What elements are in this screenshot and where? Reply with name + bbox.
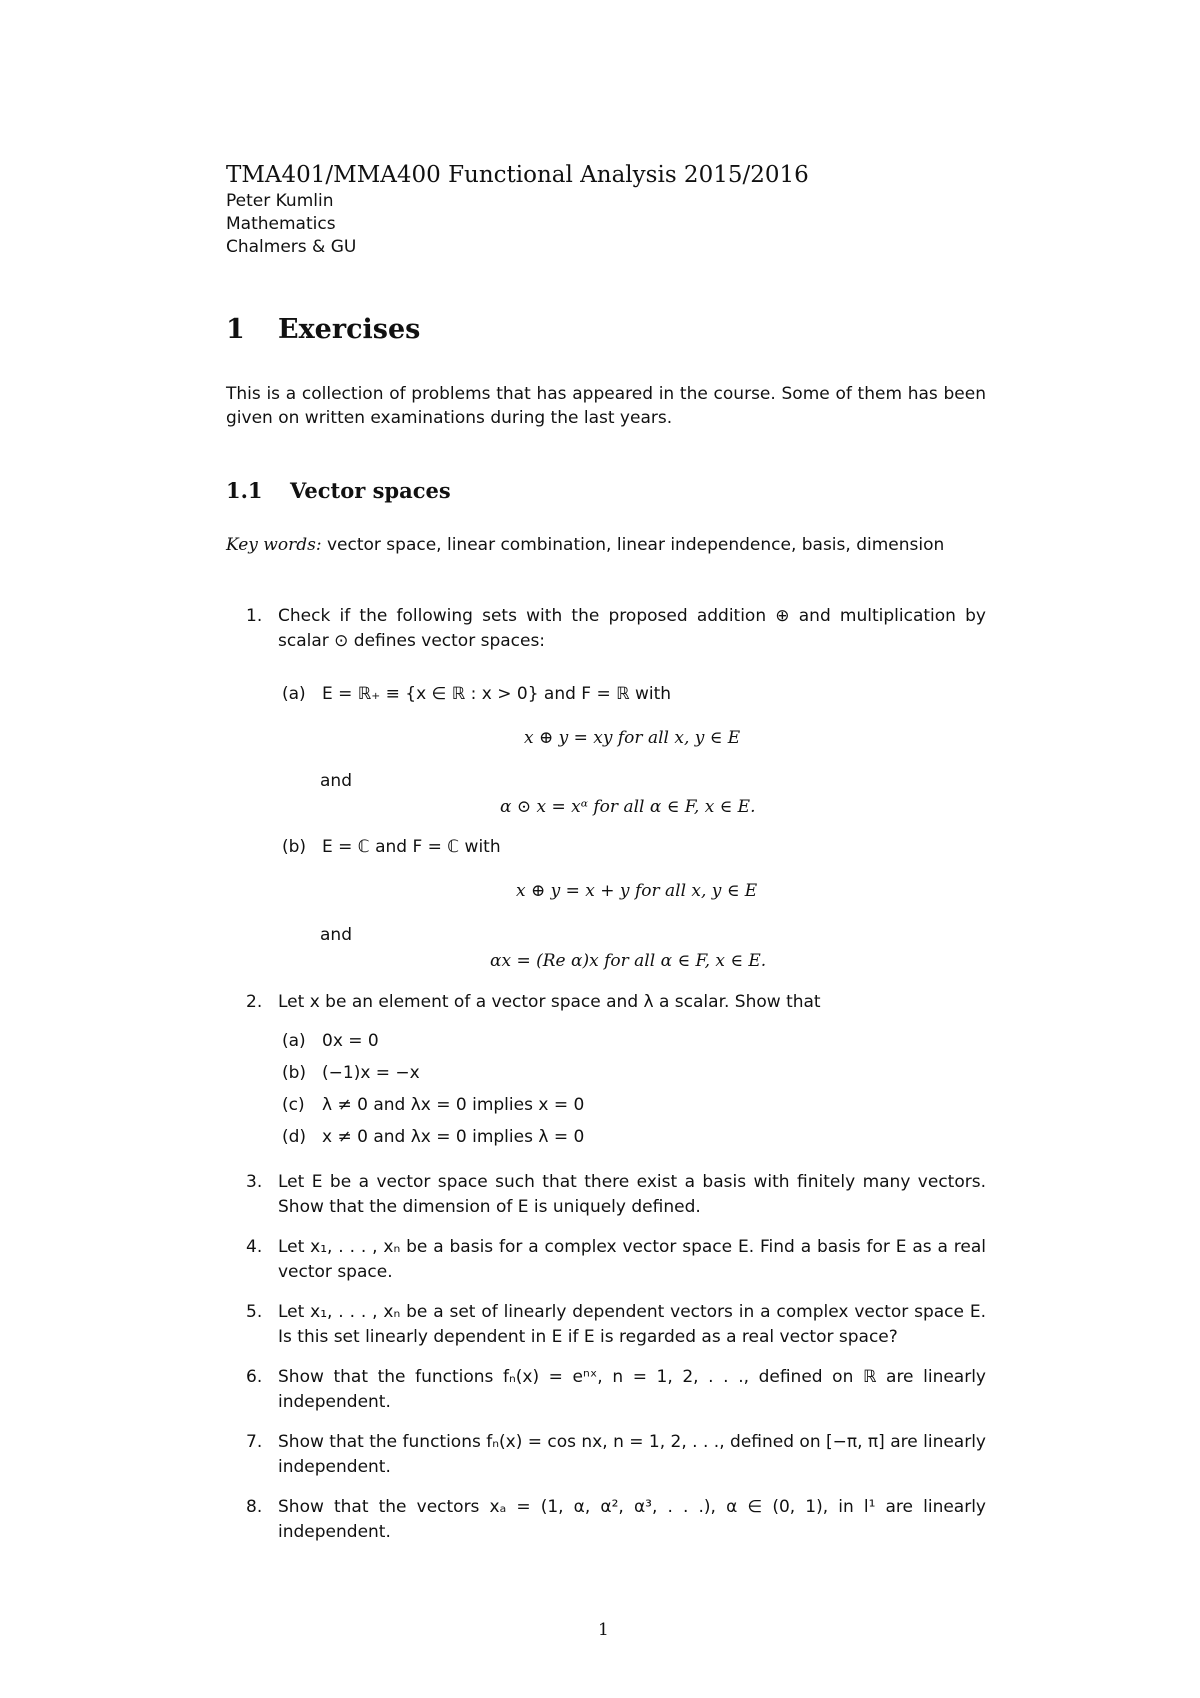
keywords-text: vector space, linear combination, linear independence, basis, dimension [321,535,945,555]
document-header [226,160,809,259]
sub-text: E = ℂ and F = ℂ with [322,837,501,857]
exercise-number: 3. [246,1172,263,1192]
exercise-number: 2. [246,992,263,1012]
exercise-1 [246,604,986,654]
exercise-number: 7. [246,1432,263,1452]
keywords-label: Key words: [226,535,322,555]
exercise-number: 1. [246,606,263,626]
author: Peter Kumlin [226,191,334,211]
section-title: Exercises [278,314,421,345]
department: Mathematics [226,214,336,234]
keywords-line [226,535,944,555]
sub-label: (b) [282,837,307,857]
exercise-8 [246,1495,986,1545]
sub-label: (a) [282,1031,306,1051]
exercise-4 [246,1235,986,1285]
exercise-text: Show that the functions fₙ(x) = eⁿˣ, n = 1, 2, . . ., defined on ℝ are linearly independent. [278,1367,986,1412]
exercise-2a [282,1031,379,1051]
intro-paragraph: This is a collection of problems that has appeared in the course. Some of them has been given on written examinations during the last years. [226,384,986,428]
equation: x ⊕ y = x + y for all x, y ∈ E [516,881,758,901]
institution: Chalmers & GU [226,237,357,257]
exercise-6 [246,1365,986,1415]
exercise-text: Show that the functions fₙ(x) = cos nx, n = 1, 2, . . ., defined on [−π, π] are linearly independent. [278,1432,986,1477]
exercise-2b [282,1063,420,1083]
section-number: 1 [226,314,245,345]
exercise-text: Let x₁, . . . , xₙ be a set of linearly dependent vectors in a complex vector space E. Is this set linearly dependent in E if E is regarded as a real vector space? [278,1302,986,1347]
sub-label: (b) [282,1063,307,1083]
exercise-7 [246,1430,986,1480]
sub-label: (d) [282,1127,307,1147]
exercise-5 [246,1300,986,1350]
equation: x ⊕ y = xy for all x, y ∈ E [524,728,741,748]
exercise-1a [282,684,671,704]
exercise-text: Check if the following sets with the proposed addition ⊕ and multiplication by scalar ⊙ defines vector spaces: [278,606,986,651]
exercise-number: 5. [246,1302,263,1322]
and-text: and [320,771,352,791]
sub-label: (a) [282,684,306,704]
section-heading [226,314,420,345]
page-number: 1 [598,1620,609,1640]
exercise-2 [246,990,986,1015]
exercise-text: Let E be a vector space such that there exist a basis with finitely many vectors. Show that the dimension of E is uniquely defined. [278,1172,986,1217]
exercise-number: 8. [246,1497,263,1517]
exercise-2c [282,1095,584,1115]
subsection-title: Vector spaces [290,478,451,503]
exercise-text: Let x be an element of a vector space and λ a scalar. Show that [278,992,821,1012]
sub-text: λ ≠ 0 and λx = 0 implies x = 0 [322,1095,585,1115]
exercise-number: 4. [246,1237,263,1257]
subsection-number: 1.1 [226,478,263,503]
sub-text: 0x = 0 [322,1031,379,1051]
exercise-number: 6. [246,1367,263,1387]
equation: α ⊙ x = xᵅ for all α ∈ F, x ∈ E. [500,797,756,817]
equation: αx = (Re α)x for all α ∈ F, x ∈ E. [490,951,767,971]
exercise-text: Show that the vectors xₐ = (1, α, α², α³, . . .), α ∈ (0, 1), in l¹ are linearly independent. [278,1497,986,1542]
sub-label: (c) [282,1095,305,1115]
exercise-1b [282,837,501,857]
subsection-heading [226,478,451,503]
exercise-text: Let x₁, . . . , xₙ be a basis for a complex vector space E. Find a basis for E as a real vector space. [278,1237,986,1282]
sub-text: (−1)x = −x [322,1063,420,1083]
and-text: and [320,925,352,945]
sub-text: E = ℝ₊ ≡ {x ∈ ℝ : x > 0} and F = ℝ with [322,684,672,704]
exercise-2d [282,1127,584,1147]
exercise-3 [246,1170,986,1220]
course-title: TMA401/MMA400 Functional Analysis 2015/2016 [226,162,809,188]
sub-text: x ≠ 0 and λx = 0 implies λ = 0 [322,1127,585,1147]
